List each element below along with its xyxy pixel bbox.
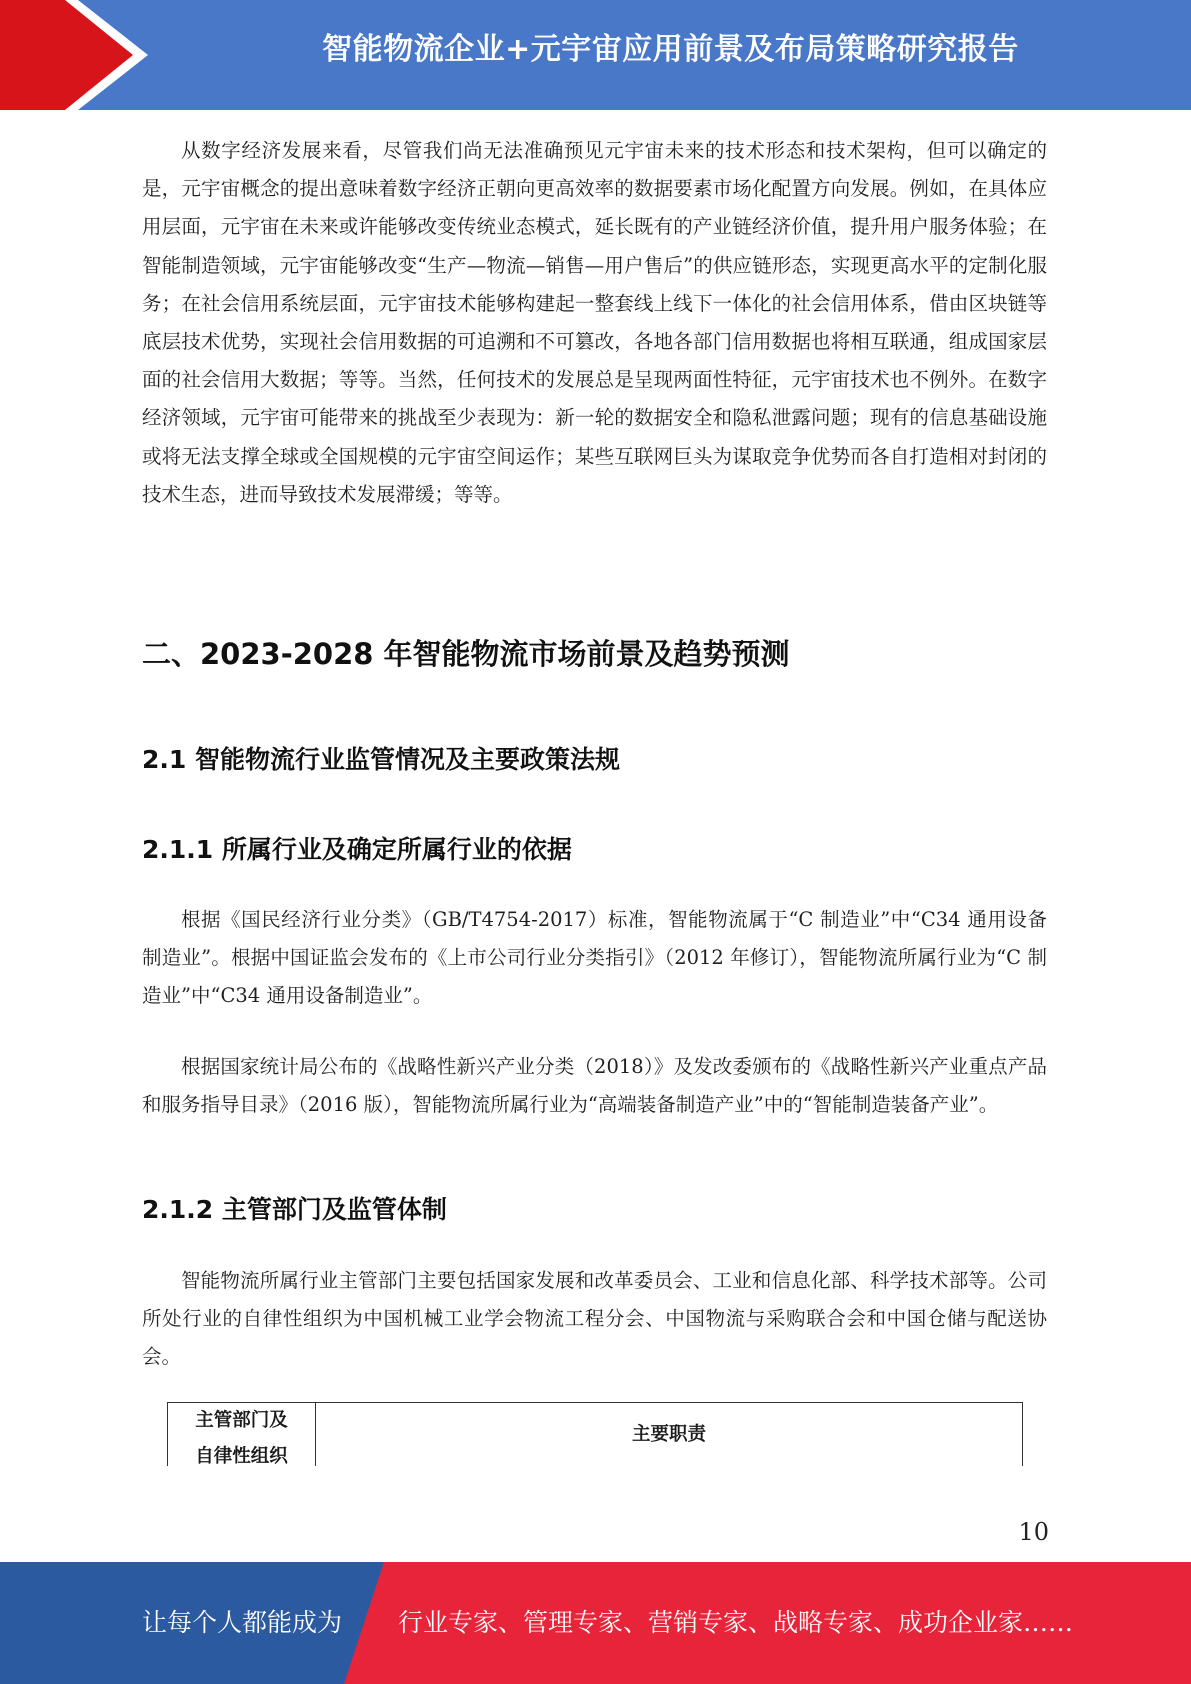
- regulators-paragraph: 智能物流所属行业主管部门主要包括国家发展和改革委员会、工业和信息化部、科学技术部等。公司所处行业的自律性组织为中国机械工业学会物流工程分会、中国物流与采购联合会和中国仓储与配送协会。: [142, 1269, 1047, 1369]
- intro-paragraph: 从数字经济发展来看，尽管我们尚无法准确预见元宇宙未来的技术形态和技术架构，但可以确定的是，元宇宙概念的提出意味着数字经济正朝向更高效率的数据要素市场化配置方向发展。例如，在具体应用层面，元宇宙在未来或许能够改变传统业态模式，延长既有的产业链经济价值，提升用户服务体验；在智能制造领域，元宇宙能够改变“生产—物流—销售—用户售后”的供应链形态，实现更高水平的定制化服务；在社会信用系统层面，元宇宙技术能够构建起一整套线上线下一体化的社会信用体系，借由区块链等底层技术优势，实现社会信用数据的可追溯和不可篡改，各地各部门信用数据也将相互联通，组成国家层面的社会信用大数据；等等。当然，任何技术的发展总是呈现两面性特征，元宇宙技术也不例外。在数字经济领域，元宇宙可能带来的挑战至少表现为：新一轮的数据安全和隐私泄露问题；现有的信息基础设施或将无法支撑全球或全国规模的元宇宙空间运作；某些互联网巨头为谋取竞争优势而各自打造相对封闭的技术生态，进而导致技术发展滞缓；等等。: [142, 139, 1047, 506]
- footer-slogan-left: 让每个人都能成为: [142, 1608, 343, 1637]
- strategic-industry-paragraph: 根据国家统计局公布的《战略性新兴产业分类（2018）》及发改委颁布的《战略性新兴产业重点产品和服务指导目录》（2016 版），智能物流所属行业为“高端装备制造产业”中的“智能制造装备产业”。: [142, 1055, 1047, 1117]
- header-banner: [0, 0, 1191, 110]
- subsection-heading-2-1: 2.1 智能物流行业监管情况及主要政策法规: [142, 745, 620, 774]
- header-arrow-decoration: [0, 0, 160, 110]
- page-number: 10: [1018, 1518, 1049, 1546]
- section-heading-2: 二、2023-2028 年智能物流市场前景及趋势预测: [142, 637, 790, 671]
- industry-classification-paragraph: 根据《国民经济行业分类》（GB/T4754-2017）标准，智能物流属于“C 制造业”中“C34 通用设备制造业”。根据中国证监会发布的《上市公司行业分类指引》（2012 年修订），智能物流所属行业为“C 制造业”中“C34 通用设备制造业”。: [142, 908, 1047, 1008]
- table-header-label-line2: 自律性组织: [195, 1446, 288, 1467]
- regulators-table-header: [167, 1402, 1023, 1466]
- subsection-heading-2-1-1: 2.1.1 所属行业及确定所属行业的依据: [142, 835, 572, 864]
- report-title: 智能物流企业+元宇宙应用前景及布局策略研究报告: [322, 32, 1019, 67]
- table-header-cell-organization: [168, 1403, 316, 1466]
- subsection-heading-2-1-2: 2.1.2 主管部门及监管体制: [142, 1195, 447, 1224]
- table-header-cell-duties: 主要职责: [631, 1424, 706, 1445]
- table-header-label-line1: 主管部门及: [195, 1410, 288, 1431]
- footer-slogan-right: 行业专家、管理专家、营销专家、战略专家、成功企业家……: [398, 1608, 1074, 1637]
- footer-banner: [0, 1562, 1191, 1684]
